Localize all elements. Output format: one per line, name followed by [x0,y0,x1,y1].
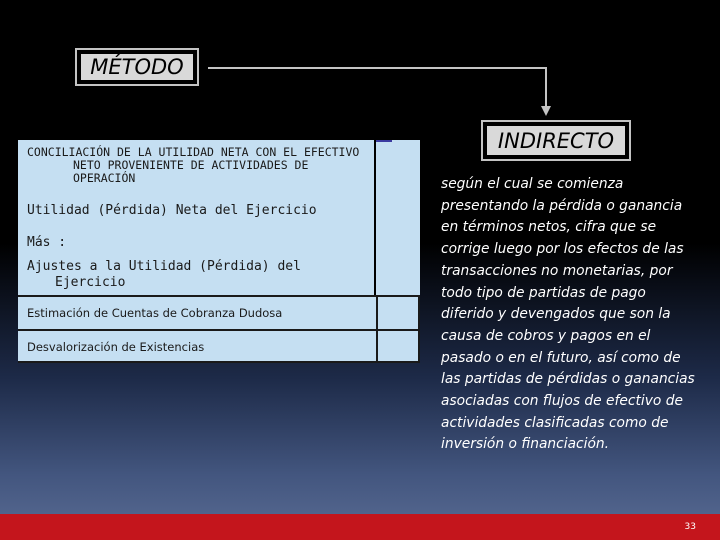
line-item-label: Desvalorización de Existencias [27,340,205,354]
line-item-inventory-writedown [18,329,420,363]
adjustments-label: Ajustes a la Utilidad (Pérdida) del Ejercicio [27,259,301,290]
indirect-method-description: según el cual se comienza presentando la pérdida o ganancia en términos netos, cifra que se corrige luego por los efectos de las transacciones no monetarias, por todo tipo de partidas de pago diferido y devengados que son la causa de cobros y pagos en el pasado o en el futuro, así como de las partidas de pérdidas o ganancias asociadas con flujos de efectivo de actividades clasificadas como de inversión o financiación. [441,176,695,453]
reconciliation-heading: CONCILIACIÓN DE LA UTILIDAD NETA CON EL EFECTIVO NETO PROVENIENTE DE ACTIVIDADES DE OPERACIÓN [27,145,360,185]
reconciliation-header-section [18,140,376,295]
plus-label: Más : [27,235,67,250]
reconciliation-panel [18,140,420,363]
column-marker [376,140,392,142]
amount-cell [376,331,420,361]
net-income-label: Utilidad (Pérdida) Neta del Ejercicio [27,203,317,218]
arrow-head-icon [541,106,551,116]
line-item-doubtful-accounts [18,295,420,329]
amount-cell [376,297,420,329]
amount-column-header [376,140,420,295]
indirecto-label: INDIRECTO [487,126,625,155]
page-number: 33 [684,522,696,532]
indirecto-box [481,120,631,161]
line-item-label: Estimación de Cuentas de Cobranza Dudosa [27,306,283,320]
metodo-label: MÉTODO [81,54,193,80]
footer-bar [0,514,720,540]
